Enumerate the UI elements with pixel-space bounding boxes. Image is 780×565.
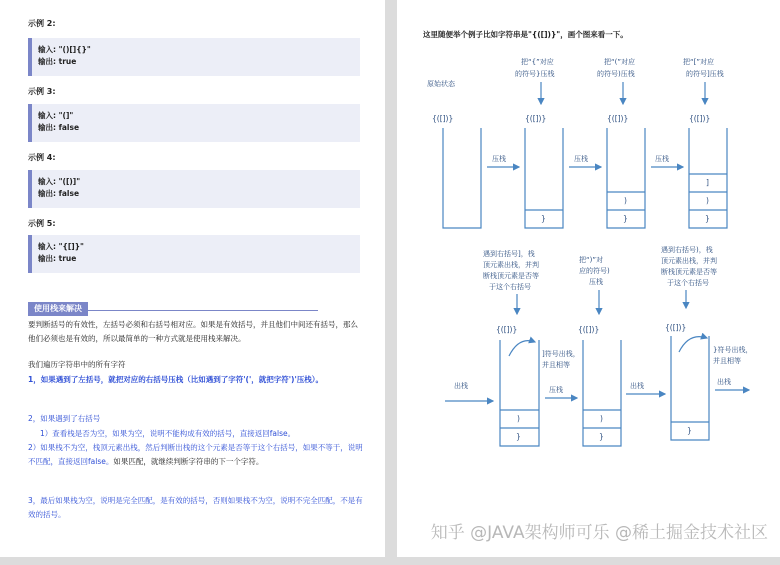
stack-6 bbox=[671, 336, 709, 440]
code-output: 输出: true bbox=[38, 254, 77, 263]
origin-label: 原始状态 bbox=[427, 80, 455, 88]
stack-item-paren: ) bbox=[624, 196, 627, 205]
note-push-paren: 把“(”对应 bbox=[604, 58, 635, 66]
code-input: 输入: "(]" bbox=[38, 111, 74, 120]
string-label: {([])} bbox=[607, 114, 629, 123]
stack-4 bbox=[500, 340, 539, 446]
left-page bbox=[0, 0, 385, 557]
side-note: }符号出栈， bbox=[713, 346, 753, 354]
stack-item-brace: } bbox=[541, 214, 546, 223]
example-label: 示例 2: bbox=[28, 19, 56, 28]
stack-1 bbox=[525, 128, 563, 228]
pop-label: 出栈 bbox=[717, 378, 731, 386]
code-input: 输入: "()[]{}" bbox=[38, 45, 91, 54]
note-pop: 顶元素出栈，并判 bbox=[661, 257, 717, 265]
stack-item-brace: } bbox=[516, 432, 521, 441]
note-push-brace: 把“{”对应 bbox=[521, 58, 554, 66]
step-1: 1，如果遇到了左括号，就把对应的右括号压栈（比如遇到了字符'('，就把字符')'压栈）。 bbox=[28, 375, 324, 384]
example-label: 示例 3: bbox=[28, 87, 56, 96]
note-push-paren: 应的符号) bbox=[579, 267, 610, 275]
right-page bbox=[397, 0, 780, 557]
pop-curve-arrow bbox=[509, 341, 535, 356]
code-input: 输入: "([)]" bbox=[38, 177, 81, 186]
code-box bbox=[28, 235, 360, 273]
watermark: 知乎 @JAVA架构师可乐 @稀土掘金技术社区 bbox=[430, 523, 768, 543]
pop-curve-arrow bbox=[679, 337, 707, 352]
example-label: 示例 5: bbox=[28, 219, 56, 228]
string-label: {([])} bbox=[689, 114, 711, 123]
stack-diagram bbox=[397, 0, 780, 557]
note-pop: 遇到右括号]，栈 bbox=[483, 250, 535, 258]
note-pop: 遇到右括号)，栈 bbox=[661, 246, 713, 254]
code-box bbox=[28, 38, 360, 76]
note-pop: 于这个右括号 bbox=[489, 283, 531, 291]
note-push-brace: 的符号}压栈 bbox=[515, 70, 555, 78]
step-3: 3，最后如果栈为空，说明是完全匹配，是有效的括号，否则如果栈不为空，说明不完全匹配，不是有效的括号。 bbox=[28, 496, 363, 519]
stack-item-paren: ) bbox=[706, 196, 709, 205]
code-box bbox=[28, 104, 360, 142]
code-box bbox=[28, 170, 360, 208]
code-output: 输出: false bbox=[38, 123, 80, 132]
diagram-intro: 这里随便举个例子比如字符串是"{([])}"，画个图来看一下。 bbox=[423, 30, 628, 39]
note-pop: 顶元素出栈，并判 bbox=[483, 261, 539, 269]
code-output: 输出: false bbox=[38, 189, 80, 198]
stack-item-brace: } bbox=[687, 426, 692, 435]
example-label: 示例 4: bbox=[28, 153, 56, 162]
note-pop: 于这个右括号 bbox=[667, 279, 709, 287]
note-pop: 断栈顶元素是否等 bbox=[483, 272, 539, 280]
stack-item-brace: } bbox=[705, 214, 710, 223]
section-title: 使用栈来解决 bbox=[28, 302, 88, 316]
step-2: 2，如果遇到了右括号 bbox=[28, 414, 101, 423]
string-label: {([])} bbox=[525, 114, 547, 123]
code-input: 输入: "{[]}" bbox=[38, 242, 84, 251]
stack-item-bracket: ] bbox=[706, 178, 709, 187]
note-push-paren: 压栈 bbox=[589, 278, 603, 286]
push-label: 压栈 bbox=[549, 386, 563, 394]
note-push-paren: 把“)”对 bbox=[579, 256, 603, 264]
string-label: {([])} bbox=[665, 323, 687, 332]
note-push-bracket: 的符号]压栈 bbox=[686, 70, 724, 78]
stack-item-brace: } bbox=[623, 214, 628, 223]
side-note: 并且相等 bbox=[542, 361, 570, 369]
side-note: ]符号出栈， bbox=[542, 350, 580, 358]
push-label: 压栈 bbox=[574, 155, 588, 163]
string-label: {([])} bbox=[432, 114, 454, 123]
step-2-1: 1）查看栈是否为空，如果为空，说明不能构成有效的括号，直接返回false。 bbox=[40, 429, 296, 438]
paragraph: 我们遍历字符串中的所有字符 bbox=[28, 360, 126, 369]
pop-label: 出栈 bbox=[630, 382, 644, 390]
paragraph: 要判断括号的有效性，左括号必须和右括号相对应。如果是有效括号，并且他们中间还有括号，那么他们必须也是有效的，所以最简单的一种方式就是使用栈来解决。 bbox=[28, 320, 358, 343]
string-label: {([])} bbox=[496, 325, 518, 334]
step-2-2 bbox=[28, 441, 363, 469]
pop-label: 出栈 bbox=[454, 382, 468, 390]
push-label: 压栈 bbox=[492, 155, 506, 163]
stack-2 bbox=[607, 128, 645, 228]
stack-5 bbox=[583, 340, 621, 446]
note-push-bracket: 把“[”对应 bbox=[683, 58, 714, 66]
stack-item-brace: } bbox=[599, 432, 604, 441]
stack-item-paren: ) bbox=[517, 414, 520, 423]
note-push-paren: 的符号)压栈 bbox=[597, 70, 635, 78]
string-label: {([])} bbox=[578, 325, 600, 334]
note-pop: 断栈顶元素是否等 bbox=[661, 268, 717, 276]
side-note: 并且相等 bbox=[713, 357, 741, 365]
stack-empty bbox=[443, 128, 481, 228]
section-heading bbox=[28, 296, 318, 311]
step-2-2-part-a: 2）如果栈不为空，栈顶元素出栈，然后判断出栈的这个元素是否等于这个右括号，如果不等于，说明不匹配，直接返回false。 bbox=[28, 443, 363, 466]
stack-item-paren: ) bbox=[600, 414, 603, 423]
code-output: 输出: true bbox=[38, 57, 77, 66]
push-label: 压栈 bbox=[655, 155, 669, 163]
step-2-2-part-b: 如果匹配，就继续判断字符串的下一个字符。 bbox=[113, 457, 264, 466]
